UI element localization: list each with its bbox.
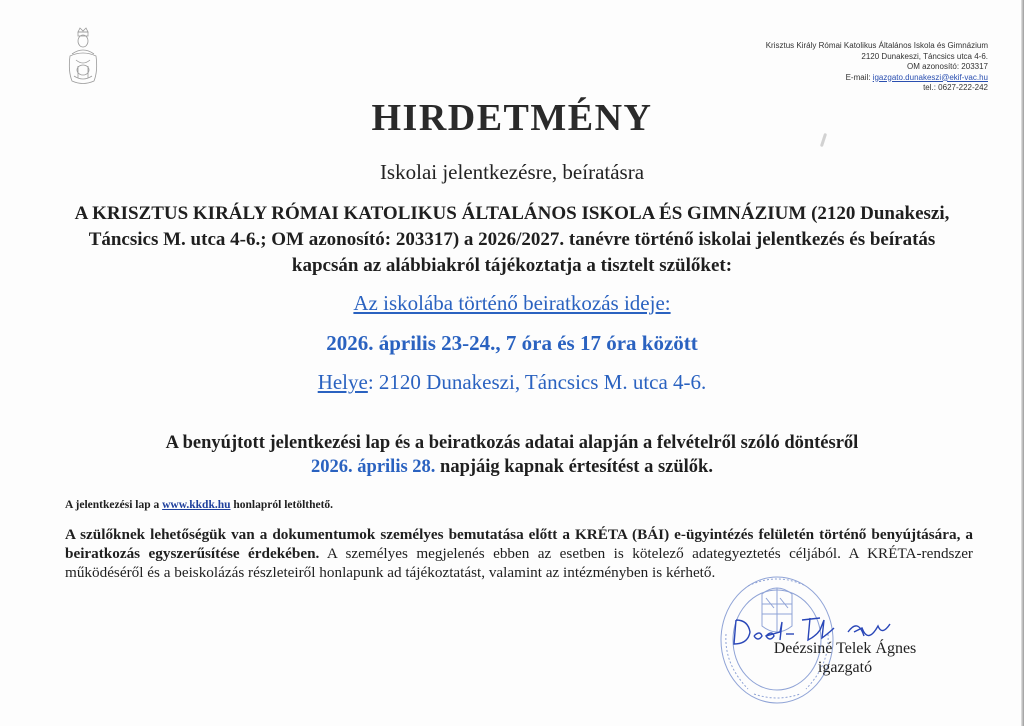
christ-king-figure-icon <box>58 26 108 92</box>
website-link[interactable]: www.kkdk.hu <box>162 499 231 511</box>
kreta-rest-text: A személyes megjelenés ebben az esetben is kötelező adategyeztetés céljából. A KRÉTA-rendszer működéséről és a beiskolázás részleteiről honlapunk ad tájékoztatást, valamint az intézményben is kérhető. <box>65 545 973 581</box>
intro-paragraph: A KRISZTUS KIRÁLY RÓMAI KATOLIKUS ÁLTALÁNOS ISKOLA ÉS GIMNÁZIUM (2120 Dunakeszi, Táncsics M. utca 4-6.; OM azonosító: 203317) a 2026/2027. tanévre történő iskolai jelentkezés és beíratás kapcsán az alábbiakról tájékoztatja a tisztelt szülőket: <box>74 203 950 276</box>
decision-date: 2026. április 28. <box>311 457 436 477</box>
enrollment-time-label: Az iskolába történő beiratkozás ideje: <box>353 291 671 315</box>
enrollment-time-value: 2026. április 23-24., 7 óra és 17 óra között <box>326 331 698 355</box>
email-link[interactable]: igazgato.dunakeszi@ekif-vac.hu <box>872 72 988 82</box>
decision-paragraph: A benyújtott jelentkezési lap és a beiratkozás adatai alapján a felvételről szóló döntésről 2026. április 28. napjáig kapnak értesítést a szülők. <box>165 433 859 477</box>
page-subtitle: Iskolai jelentkezésre, beíratásra <box>379 160 645 184</box>
email-label: E-mail: <box>845 72 873 82</box>
kreta-bold-text: A szülőknek lehetőségük van a dokumentumok személyes bemutatása előtt a KRÉTA (BÁI) e-ügyintézés felületén történő benyújtására, a beiratkozás egyszerűsítése érdekében. <box>65 526 973 562</box>
signer-name: Deézsiné Telek Ágnes <box>773 640 917 657</box>
school-contact-block <box>766 41 988 94</box>
school-name: Krisztus Király Római Katolikus Általános Iskola és Gimnázium <box>765 41 988 50</box>
signer-block <box>760 639 930 677</box>
phone: tel.: 0627-222-242 <box>923 83 988 92</box>
place-label: Helye <box>317 370 368 394</box>
enrollment-place <box>0 370 1024 395</box>
page-title: HIRDETMÉNY <box>371 97 653 139</box>
om-id: OM azonosító: 203317 <box>907 62 988 71</box>
place-value: : 2120 Dunakeszi, Táncsics M. utca 4-6. <box>367 370 707 394</box>
signer-role: igazgató <box>817 659 873 676</box>
school-address: 2120 Dunakeszi, Táncsics utca 4-6. <box>861 51 988 61</box>
kreta-paragraph <box>65 525 973 582</box>
download-note: A jelentkezési lap a www.kkdk.hu honlapról letölthető. <box>65 499 334 511</box>
email-line <box>766 73 988 84</box>
